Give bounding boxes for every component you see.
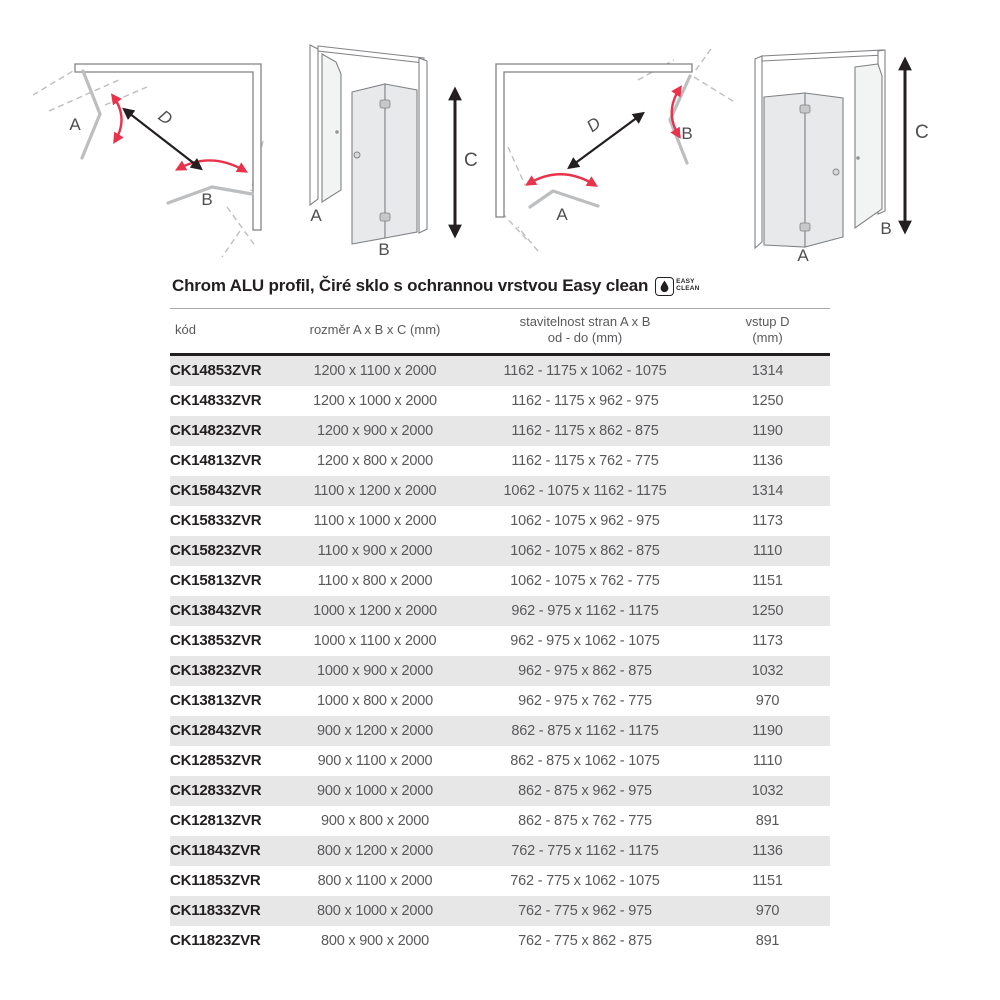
table-row — [170, 656, 830, 686]
row-code-cell: CK15843ZVR — [170, 481, 262, 499]
row-code-cell: CK14823ZVR — [170, 421, 262, 439]
row-dimension-cell: 1000 x 1200 x 2000 — [313, 602, 437, 619]
phantom-swing-lines — [502, 49, 736, 251]
row-adjustability-cell: 962 - 975 x 762 - 775 — [518, 692, 652, 709]
row-entry-cell: 1136 — [752, 842, 783, 859]
row-adjustability-cell: 1062 - 1075 x 862 - 875 — [510, 542, 660, 559]
wall-rail-top — [762, 50, 884, 61]
row-entry-cell: 970 — [755, 692, 780, 709]
row-adjustability-cell: 962 - 975 x 1162 - 1175 — [511, 602, 659, 619]
row-entry-cell: 1032 — [751, 782, 784, 799]
spec-table — [170, 308, 830, 956]
row-adjustability-cell: 1062 - 1075 x 762 - 775 — [510, 572, 660, 589]
iso-view-left-diagram — [295, 32, 480, 267]
row-adjustability-cell: 862 - 875 x 1162 - 1175 — [511, 722, 659, 739]
label-b: B — [378, 240, 390, 259]
row-dimension-cell: 800 x 900 x 2000 — [320, 932, 430, 949]
wall-outline — [75, 64, 261, 230]
row-code-cell: CK13823ZVR — [170, 661, 262, 679]
wall-outline — [496, 64, 692, 217]
row-adjustability-cell: 862 - 875 x 762 - 775 — [518, 812, 652, 829]
row-dimension-cell: 1200 x 900 x 2000 — [317, 422, 433, 439]
badge-line-1: EASY — [676, 278, 695, 286]
row-dimension-cell: 1100 x 1200 x 2000 — [313, 482, 437, 499]
row-code-cell: CK13813ZVR — [170, 691, 262, 709]
col-header-entry-line2: (mm) — [752, 330, 783, 346]
row-code-cell: CK12853ZVR — [170, 751, 262, 769]
row-entry-cell: 1314 — [751, 482, 784, 499]
row-adjustability-cell: 762 - 775 x 962 - 975 — [518, 902, 652, 919]
row-adjustability-cell: 1062 - 1075 x 962 - 975 — [510, 512, 660, 529]
door-a-fold — [82, 71, 100, 158]
label-c: C — [464, 150, 478, 171]
row-adjustability-cell: 962 - 975 x 862 - 875 — [518, 662, 652, 679]
side-panel-b — [855, 64, 882, 228]
row-adjustability-cell: 1162 - 1175 x 862 - 875 — [511, 422, 659, 439]
row-code-cell: CK11823ZVR — [170, 931, 261, 949]
row-entry-cell: 1250 — [751, 602, 784, 619]
label-a: A — [797, 246, 809, 265]
label-d: D — [154, 106, 176, 129]
row-adjustability-cell: 962 - 975 x 1062 - 1075 — [510, 632, 660, 649]
wall-profile-left — [310, 45, 318, 205]
wall-profile-right — [419, 58, 427, 233]
row-dimension-cell: 1000 x 800 x 2000 — [317, 692, 433, 709]
hinge-bottom — [800, 223, 810, 231]
row-code-cell: CK13853ZVR — [170, 631, 262, 649]
row-adjustability-cell: 862 - 875 x 962 - 975 — [518, 782, 652, 799]
row-dimension-cell: 1200 x 1000 x 2000 — [313, 392, 437, 409]
row-entry-cell: 1136 — [752, 452, 783, 469]
side-panel-a — [322, 54, 341, 202]
row-dimension-cell: 1100 x 800 x 2000 — [317, 572, 433, 589]
row-code-cell: CK15823ZVR — [170, 541, 262, 559]
row-adjustability-cell: 862 - 875 x 1062 - 1075 — [510, 752, 660, 769]
row-code-cell: CK13843ZVR — [170, 601, 262, 619]
entry-dimension-arrow — [570, 114, 642, 167]
row-dimension-cell: 900 x 1200 x 2000 — [317, 722, 433, 739]
hinge-top — [800, 105, 810, 113]
row-code-cell: CK11853ZVR — [170, 871, 261, 889]
table-row — [170, 416, 830, 446]
row-entry-cell: 1190 — [752, 722, 783, 739]
table-row — [170, 926, 830, 956]
row-code-cell: CK14833ZVR — [170, 391, 262, 409]
row-entry-cell: 970 — [755, 902, 780, 919]
door-handle — [833, 169, 839, 175]
section-header — [172, 276, 832, 296]
row-dimension-cell: 1200 x 800 x 2000 — [317, 452, 433, 469]
row-code-cell: CK12843ZVR — [170, 721, 262, 739]
table-row — [170, 446, 830, 476]
table-row — [170, 386, 830, 416]
row-code-cell: CK12833ZVR — [170, 781, 262, 799]
row-dimension-cell: 900 x 800 x 2000 — [320, 812, 430, 829]
col-header-entry — [705, 309, 830, 355]
row-code-cell: CK15813ZVR — [170, 571, 262, 589]
row-entry-cell: 1151 — [752, 572, 783, 589]
table-row — [170, 776, 830, 806]
label-b: B — [681, 124, 693, 143]
row-entry-cell: 1190 — [752, 422, 783, 439]
wall-profile-left — [755, 56, 762, 248]
water-drop-icon — [655, 277, 674, 296]
table-row — [170, 806, 830, 836]
row-entry-cell: 891 — [755, 932, 780, 949]
swing-arrow-a — [113, 96, 122, 141]
spec-table-header — [170, 309, 830, 355]
label-a: A — [69, 115, 81, 134]
row-entry-cell: 1173 — [752, 632, 783, 649]
row-adjustability-cell: 1162 - 1175 x 962 - 975 — [511, 392, 659, 409]
row-code-cell: CK15833ZVR — [170, 511, 262, 529]
iso-view-right-diagram — [748, 28, 948, 273]
row-adjustability-cell: 1162 - 1175 x 1062 - 1075 — [503, 362, 667, 379]
row-entry-cell: 1151 — [752, 872, 783, 889]
top-view-left-diagram — [25, 35, 275, 260]
row-dimension-cell: 900 x 1000 x 2000 — [317, 782, 433, 799]
row-adjustability-cell: 762 - 775 x 862 - 875 — [518, 932, 652, 949]
row-adjustability-cell: 762 - 775 x 1062 - 1075 — [510, 872, 660, 889]
row-dimension-cell: 1000 x 900 x 2000 — [317, 662, 433, 679]
row-entry-cell: 1110 — [752, 542, 783, 559]
label-b: B — [880, 219, 892, 238]
label-b: B — [201, 190, 213, 209]
table-row — [170, 896, 830, 926]
col-header-entry-line1: vstup D — [745, 314, 790, 329]
row-dimension-cell: 1100 x 1000 x 2000 — [313, 512, 437, 529]
table-row — [170, 686, 830, 716]
panel-a-hinge — [335, 130, 339, 134]
panel-b-hinge — [856, 156, 860, 160]
easy-clean-badge-text — [676, 279, 699, 293]
row-dimension-cell: 800 x 1200 x 2000 — [317, 842, 433, 859]
table-row — [170, 506, 830, 536]
table-row — [170, 476, 830, 506]
door-handle — [354, 152, 360, 158]
row-entry-cell: 891 — [755, 812, 780, 829]
table-row — [170, 746, 830, 776]
row-entry-cell: 1250 — [751, 392, 784, 409]
swing-arrow-a — [528, 174, 595, 185]
col-header-adjustability — [465, 309, 705, 355]
table-row — [170, 626, 830, 656]
bifold-door-leaf-left — [764, 93, 805, 247]
col-header-adjustability-line1: stavitelnost stran A x B — [519, 314, 651, 329]
label-c: C — [915, 122, 929, 143]
phantom-swing-lines — [33, 65, 263, 257]
row-code-cell: CK12813ZVR — [170, 811, 262, 829]
row-code-cell: CK14853ZVR — [170, 361, 262, 379]
row-code-cell: CK11833ZVR — [170, 901, 261, 919]
col-header-dimensions: rozměr A x B x C (mm) — [285, 309, 465, 355]
row-dimension-cell: 1000 x 1100 x 2000 — [313, 632, 437, 649]
hinge-bottom — [380, 213, 390, 221]
row-code-cell: CK14813ZVR — [170, 451, 262, 469]
row-entry-cell: 1110 — [752, 752, 783, 769]
col-header-code: kód — [170, 309, 285, 355]
row-adjustability-cell: 1162 - 1175 x 762 - 775 — [511, 452, 659, 469]
swing-arrow-b — [178, 160, 245, 171]
row-entry-cell: 1314 — [751, 362, 784, 379]
table-row — [170, 866, 830, 896]
row-code-cell: CK11843ZVR — [170, 841, 261, 859]
table-row — [170, 716, 830, 746]
table-row — [170, 354, 830, 386]
row-entry-cell: 1032 — [751, 662, 784, 679]
row-dimension-cell: 800 x 1100 x 2000 — [317, 872, 433, 889]
badge-line-2: CLEAN — [676, 285, 700, 292]
row-adjustability-cell: 762 - 775 x 1162 - 1175 — [511, 842, 659, 859]
row-dimension-cell: 800 x 1000 x 2000 — [317, 902, 433, 919]
top-view-right-diagram — [488, 35, 748, 260]
col-header-adjustability-line2: od - do (mm) — [547, 330, 623, 346]
row-adjustability-cell: 1062 - 1075 x 1162 - 1175 — [503, 482, 667, 499]
row-entry-cell: 1173 — [752, 512, 783, 529]
spec-table-body — [170, 354, 830, 956]
hinge-top — [380, 100, 390, 108]
table-row — [170, 536, 830, 566]
label-a: A — [310, 206, 322, 225]
table-row — [170, 566, 830, 596]
row-dimension-cell: 900 x 1100 x 2000 — [317, 752, 433, 769]
row-dimension-cell: 1200 x 1100 x 2000 — [313, 362, 437, 379]
label-d: D — [583, 113, 605, 136]
label-a: A — [556, 205, 568, 224]
table-row — [170, 836, 830, 866]
row-dimension-cell: 1100 x 900 x 2000 — [317, 542, 433, 559]
easy-clean-badge — [655, 277, 699, 296]
table-row — [170, 596, 830, 626]
section-title: Chrom ALU profil, Čiré sklo s ochrannou vrstvou Easy clean — [172, 276, 649, 295]
